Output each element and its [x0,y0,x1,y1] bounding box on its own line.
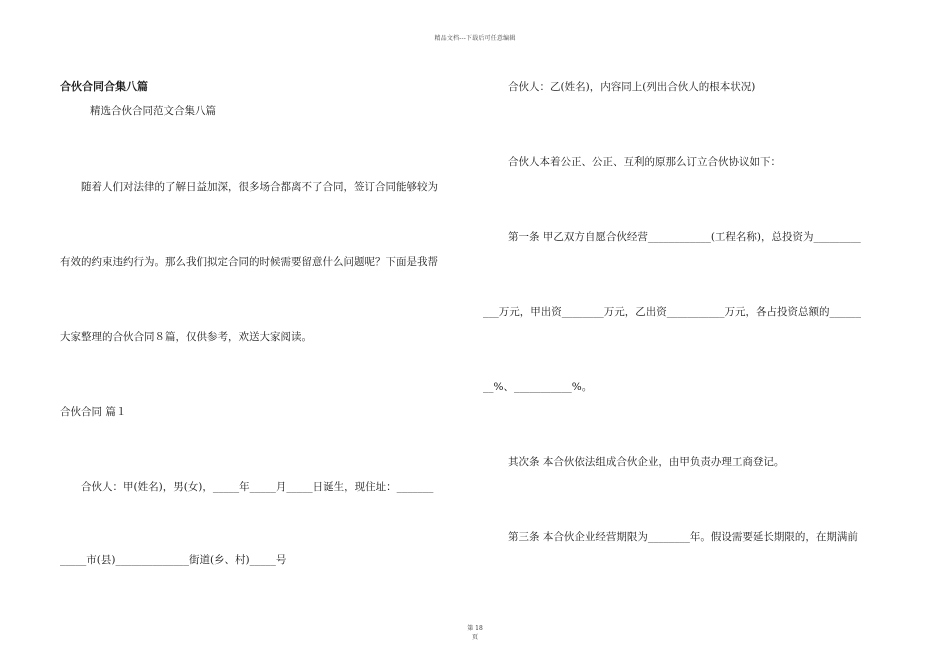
header-note: 精品文档---下载后可任意编辑 [434,35,516,42]
section-heading: 合伙合同 篇１ [60,406,127,418]
article-3-line: 第三条 本合伙企业经营期限为________年。假设需要延长期限的，在期满前 [508,531,858,543]
intro-paragraph-line-2: 有效的约束违约行为。那么我们拟定合同的时候需要留意什么问题呢？下面是我帮 [60,256,438,268]
article-2-line: 其次条 本合伙依法组成合伙企业，由甲负责办理工商登记。 [508,456,785,468]
document-title: 合伙合同合集八篇 [60,80,148,93]
document-subtitle: 精选合伙合同范文合集八篇 [90,105,216,117]
article-1-line-1: 第一条 甲乙双方自愿合伙经营____________(工程名称)，总投资为_________ [508,231,861,243]
intro-paragraph-line-1: 随着人们对法律的了解日益加深，很多场合都离不了合同，签订合同能够较为 [81,181,438,193]
page-number-top: 第 18 [467,625,483,632]
partner-b-line: 合伙人：乙(姓名)，内容同上(列出合伙人的根本状况) [508,81,756,93]
partner-a-line-2: _____市(县)______________街道(乡、村)_____号 [60,554,287,566]
article-1-line-3: __%、___________%。 [483,381,593,393]
principle-line: 合伙人本着公正、公正、互利的原那么订立合伙协议如下： [508,156,781,168]
page-number-bottom: 页 [471,634,478,641]
article-1-line-2: ___万元，甲出资________万元，乙出资___________万元，各占投资总额的______ [483,306,861,318]
partner-a-line-1: 合伙人：甲(姓名)，男(女)，_____年_____月_____日诞生，现住址：_______ [81,481,434,493]
intro-paragraph-line-3: 大家整理的合伙合同８篇，仅供参考，欢送大家阅读。 [60,331,312,343]
